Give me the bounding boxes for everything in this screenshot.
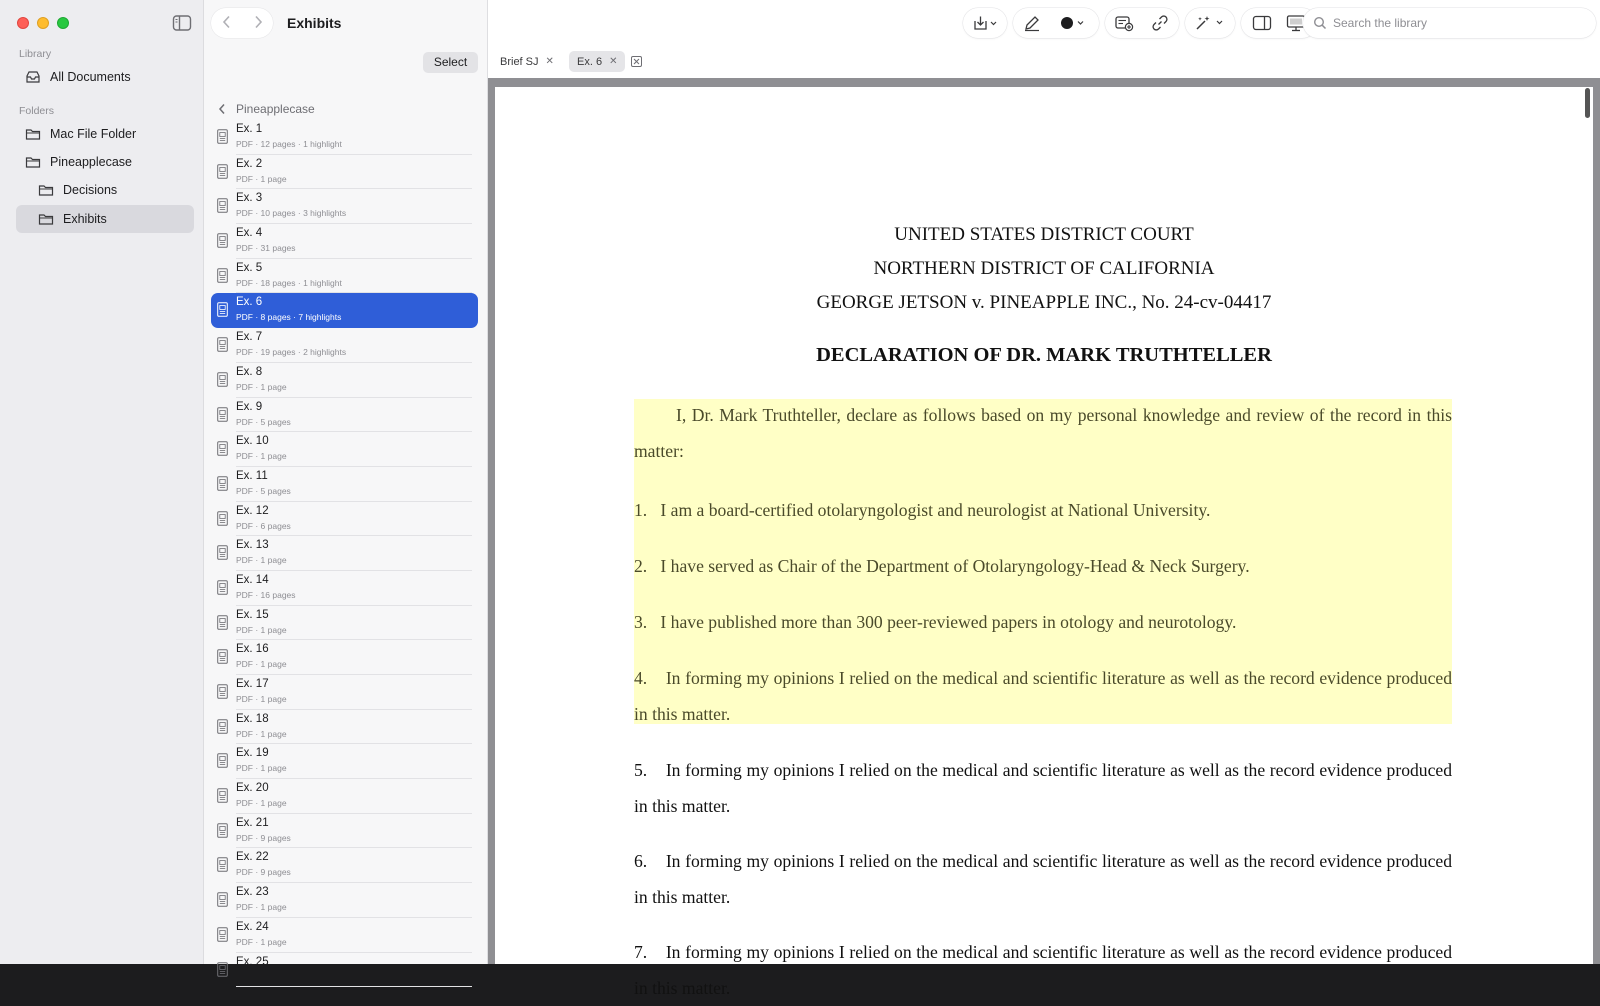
- document-icon: [217, 927, 228, 942]
- list-item[interactable]: [211, 120, 478, 155]
- list-item-meta: PDF · 18 pages · 1 highlight: [236, 277, 342, 288]
- list-item-meta: PDF · 9 pages: [236, 867, 291, 878]
- document-icon: [217, 164, 228, 179]
- list-item-title: Ex. 18: [236, 712, 269, 725]
- list-item-meta: PDF · 1 page: [236, 555, 287, 566]
- list-item-meta: PDF · 10 pages · 3 highlights: [236, 208, 347, 219]
- document-icon: [217, 615, 228, 630]
- document-icon: [217, 476, 228, 491]
- document-icon: [217, 649, 228, 664]
- paragraph-text: I have published more than 300 peer-reviewed papers in otology and neurotology.: [660, 612, 1237, 632]
- list-item-meta: PDF · 31 pages: [236, 243, 296, 254]
- link-button[interactable]: [1145, 8, 1175, 38]
- list-item-meta: PDF · 1 page: [236, 763, 287, 774]
- search-icon: [1313, 16, 1327, 30]
- paragraph-number: 4.: [634, 668, 648, 688]
- document-icon: [217, 892, 228, 907]
- folder-icon: [25, 155, 41, 169]
- list-item[interactable]: [211, 675, 478, 710]
- list-item-title: Ex. 5: [236, 261, 263, 274]
- paragraph-number: 5.: [634, 760, 648, 780]
- list-item-title: Ex. 6: [236, 296, 263, 309]
- close-tab-icon[interactable]: ✕: [609, 56, 618, 67]
- document-icon: [217, 580, 228, 595]
- pdf-viewer[interactable]: [488, 78, 1600, 998]
- paragraph-6: [634, 843, 1452, 915]
- list-item[interactable]: [211, 779, 478, 814]
- document-icon: [217, 753, 228, 768]
- sidebar-item-decisions[interactable]: [16, 176, 194, 204]
- highlighter-button[interactable]: [1017, 8, 1047, 38]
- sidebar-right-icon: [1252, 15, 1272, 31]
- breadcrumb[interactable]: [218, 102, 315, 116]
- ai-group: [1185, 8, 1235, 38]
- list-item-title: Ex. 7: [236, 331, 263, 344]
- list-item[interactable]: [211, 467, 478, 502]
- library-section-label: Library: [19, 48, 52, 60]
- list-item-meta: PDF · 1 page: [236, 659, 287, 670]
- district-name: NORTHERN DISTRICT OF CALIFORNIA: [873, 258, 1215, 279]
- maximize-window-button[interactable]: [57, 17, 69, 29]
- folder-icon: [38, 212, 54, 226]
- sidebar-item-label: Decisions: [63, 183, 118, 197]
- close-window-button[interactable]: [17, 17, 29, 29]
- paragraph-1: [634, 492, 1452, 528]
- sidebar-item-all-documents[interactable]: [16, 63, 194, 91]
- list-item-title: Ex. 21: [236, 816, 269, 829]
- list-item[interactable]: [211, 710, 478, 745]
- list-item-meta: PDF · 1 page: [236, 451, 287, 462]
- document-icon: [217, 788, 228, 803]
- paragraph-text: In forming my opinions I relied on the medical and scientific literature as well as the record evidence produced in this matter.: [634, 851, 1452, 907]
- list-item-title: Ex. 22: [236, 851, 269, 864]
- tab-bar: [488, 46, 1600, 78]
- tray-icon: [25, 70, 41, 84]
- list-item[interactable]: [211, 363, 478, 398]
- list-item[interactable]: [211, 848, 478, 883]
- list-item[interactable]: [211, 953, 478, 988]
- search-placeholder: Search the library: [1333, 16, 1428, 30]
- list-item-title: Ex. 23: [236, 886, 269, 899]
- row-divider: [236, 986, 472, 987]
- document-title: DECLARATION OF DR. MARK TRUTHTELLER: [816, 344, 1272, 366]
- list-item[interactable]: [211, 502, 478, 537]
- document-icon: [217, 268, 228, 283]
- list-item-title: Ex. 12: [236, 504, 269, 517]
- list-item[interactable]: [211, 536, 478, 571]
- pdf-page: [495, 87, 1593, 998]
- paragraph-7: [634, 934, 1452, 1006]
- list-item[interactable]: [211, 293, 478, 328]
- paragraph-2: [634, 548, 1452, 584]
- paragraph-number: 7.: [634, 942, 648, 962]
- document-icon: [217, 372, 228, 387]
- document-icon: [217, 233, 228, 248]
- list-item[interactable]: [211, 744, 478, 779]
- list-item-title: Ex. 10: [236, 435, 269, 448]
- list-item-title: Ex. 25: [236, 955, 269, 968]
- document-icon: [217, 337, 228, 352]
- paragraph-text: I have served as Chair of the Department of Otolaryngology-Head & Neck Surgery.: [660, 556, 1250, 576]
- export-group: [963, 8, 1007, 38]
- close-all-tabs-icon[interactable]: [631, 56, 642, 67]
- color-dot-icon: [1059, 15, 1089, 31]
- paragraph-text: In forming my opinions I relied on the medical and scientific literature as well as the record evidence produced in this matter.: [634, 760, 1452, 816]
- intro-paragraph: I, Dr. Mark Truthteller, declare as follows based on my personal knowledge and review of the record in this matter:: [634, 405, 1452, 461]
- paragraph-number: 2.: [634, 556, 648, 576]
- list-item[interactable]: [211, 640, 478, 675]
- document-icon: [217, 719, 228, 734]
- sidebar-item-label: All Documents: [50, 70, 131, 84]
- case-caption: GEORGE JETSON v. PINEAPPLE INC., No. 24-cv-04417: [816, 292, 1272, 313]
- list-item-title: Ex. 11: [236, 469, 268, 482]
- list-item-title: Ex. 4: [236, 227, 263, 240]
- list-item-meta: PDF · 16 pages: [236, 589, 296, 600]
- paragraph-text: I am a board-certified otolaryngologist and neurologist at National University.: [660, 500, 1211, 520]
- select-button[interactable]: Select: [423, 52, 478, 73]
- list-item-title: Ex. 2: [236, 157, 263, 170]
- list-item-meta: PDF · 8 pages · 7 highlights: [236, 312, 342, 323]
- sidebar-item-mac-file-folder[interactable]: [16, 120, 194, 148]
- navigation-buttons: [211, 8, 273, 38]
- list-item-meta: PDF · 1 page: [236, 381, 287, 392]
- list-item-title: Ex. 8: [236, 365, 263, 378]
- list-item-title: Ex. 20: [236, 782, 269, 795]
- sidebar-item-label: Mac File Folder: [50, 127, 137, 141]
- list-item-title: Ex. 13: [236, 539, 269, 552]
- list-item-title: Ex. 15: [236, 608, 269, 621]
- list-item-meta: PDF · 5 pages: [236, 416, 291, 427]
- document-icon: [217, 962, 228, 977]
- paragraph-text: In forming my opinions I relied on the medical and scientific literature as well as the record evidence produced in this matter.: [634, 668, 1452, 724]
- list-item-title: Ex. 17: [236, 678, 269, 690]
- note-add-icon: [1114, 14, 1134, 32]
- paragraph-4: [634, 660, 1452, 732]
- library-search-input[interactable]: [1303, 8, 1596, 38]
- list-item-title: Ex. 16: [236, 643, 269, 656]
- link-icon: [1151, 14, 1169, 32]
- list-item-meta: PDF · 6 pages: [236, 520, 291, 531]
- chevron-left-icon: [218, 103, 226, 115]
- list-item[interactable]: [211, 398, 478, 433]
- document-icon: [217, 684, 228, 699]
- paragraph-number: 6.: [634, 851, 648, 871]
- close-tab-icon[interactable]: ✕: [545, 56, 554, 67]
- list-item-meta: PDF · 1 page: [236, 798, 287, 809]
- document-icon: [217, 545, 228, 560]
- paragraph-number: 3.: [634, 612, 648, 632]
- list-item-meta: PDF · 9 pages: [236, 832, 291, 843]
- list-item-title: Ex. 24: [236, 920, 269, 933]
- tab-label: Ex. 6: [577, 55, 603, 68]
- vertical-scrollbar[interactable]: [1585, 88, 1590, 118]
- paragraph-5: [634, 752, 1452, 824]
- list-item[interactable]: [211, 259, 478, 294]
- list-item[interactable]: [211, 883, 478, 918]
- export-menu-button[interactable]: [965, 8, 1005, 38]
- list-item[interactable]: [211, 155, 478, 190]
- add-note-button[interactable]: [1109, 8, 1139, 38]
- inspector-toggle-button[interactable]: [1247, 8, 1277, 38]
- sidebar: [0, 0, 204, 964]
- list-item-meta: PDF · 1 page: [236, 728, 287, 739]
- sidebar-item-label: Exhibits: [63, 212, 107, 226]
- document-icon: [217, 407, 228, 422]
- document-list: [211, 120, 478, 968]
- tab-label: Brief SJ: [500, 55, 539, 68]
- back-chevron-icon[interactable]: [222, 15, 232, 29]
- list-title: Exhibits: [287, 15, 342, 31]
- annotation-group: [1013, 8, 1099, 38]
- sidebar-item-exhibits[interactable]: [16, 205, 194, 233]
- color-picker-button[interactable]: [1053, 8, 1095, 38]
- list-item[interactable]: [211, 606, 478, 641]
- pen-icon: [1023, 14, 1041, 32]
- list-item-meta: PDF · 5 pages: [236, 485, 291, 496]
- sidebar-item-pineapplecase[interactable]: [16, 148, 194, 176]
- sidebar-item-label: Pineapplecase: [50, 155, 133, 169]
- folder-icon: [38, 183, 54, 197]
- list-item[interactable]: [211, 571, 478, 606]
- list-item-title: Ex. 1: [236, 123, 263, 135]
- insert-group: [1105, 8, 1179, 38]
- list-item-title: Ex. 3: [236, 192, 263, 205]
- document-icon: [217, 198, 228, 213]
- list-item[interactable]: [211, 918, 478, 953]
- list-item-title: Ex. 19: [236, 747, 269, 760]
- document-icon: [217, 441, 228, 456]
- court-name: UNITED STATES DISTRICT COURT: [894, 224, 1194, 245]
- list-item-meta: PDF · 1 page: [236, 936, 287, 947]
- list-item[interactable]: [211, 432, 478, 467]
- list-item-meta: PDF · 19 pages · 2 highlights: [236, 347, 347, 358]
- folders-section-label: Folders: [19, 105, 55, 117]
- minimize-window-button[interactable]: [37, 17, 49, 29]
- paragraph-number: 1.: [634, 500, 648, 520]
- list-item-title: Ex. 14: [236, 573, 269, 586]
- paragraph-text: In forming my opinions I relied on the medical and scientific literature as well as the record evidence produced in this matter.: [634, 942, 1452, 998]
- forward-chevron-icon[interactable]: [253, 15, 263, 29]
- list-item-meta: PDF · 12 pages · 1 highlight: [236, 139, 342, 149]
- document-icon: [217, 511, 228, 526]
- folder-icon: [25, 127, 41, 141]
- document-icon: [217, 302, 228, 317]
- list-item-title: Ex. 9: [236, 400, 263, 413]
- list-item[interactable]: [211, 814, 478, 849]
- magic-wand-menu-button[interactable]: [1188, 8, 1232, 38]
- download-icon: [971, 15, 999, 31]
- document-icon: [217, 857, 228, 872]
- tab-ex-6[interactable]: [569, 51, 625, 72]
- paragraph-3: [634, 604, 1452, 640]
- document-icon: [217, 129, 228, 144]
- sidebar-toggle-icon[interactable]: [172, 14, 192, 32]
- magic-wand-icon: [1194, 14, 1226, 32]
- tab-brief-sj[interactable]: [492, 51, 562, 72]
- list-item-meta: PDF · 1 page: [236, 624, 287, 635]
- list-item-meta: PDF · 1 page: [236, 902, 287, 913]
- document-icon: [217, 823, 228, 838]
- list-item-meta: PDF · 1 page: [236, 173, 287, 184]
- list-item-meta: PDF · 1 page: [236, 694, 287, 704]
- list-item[interactable]: [211, 224, 478, 259]
- breadcrumb-label: Pineapplecase: [236, 102, 315, 116]
- list-item[interactable]: [211, 328, 478, 363]
- list-item[interactable]: [211, 189, 478, 224]
